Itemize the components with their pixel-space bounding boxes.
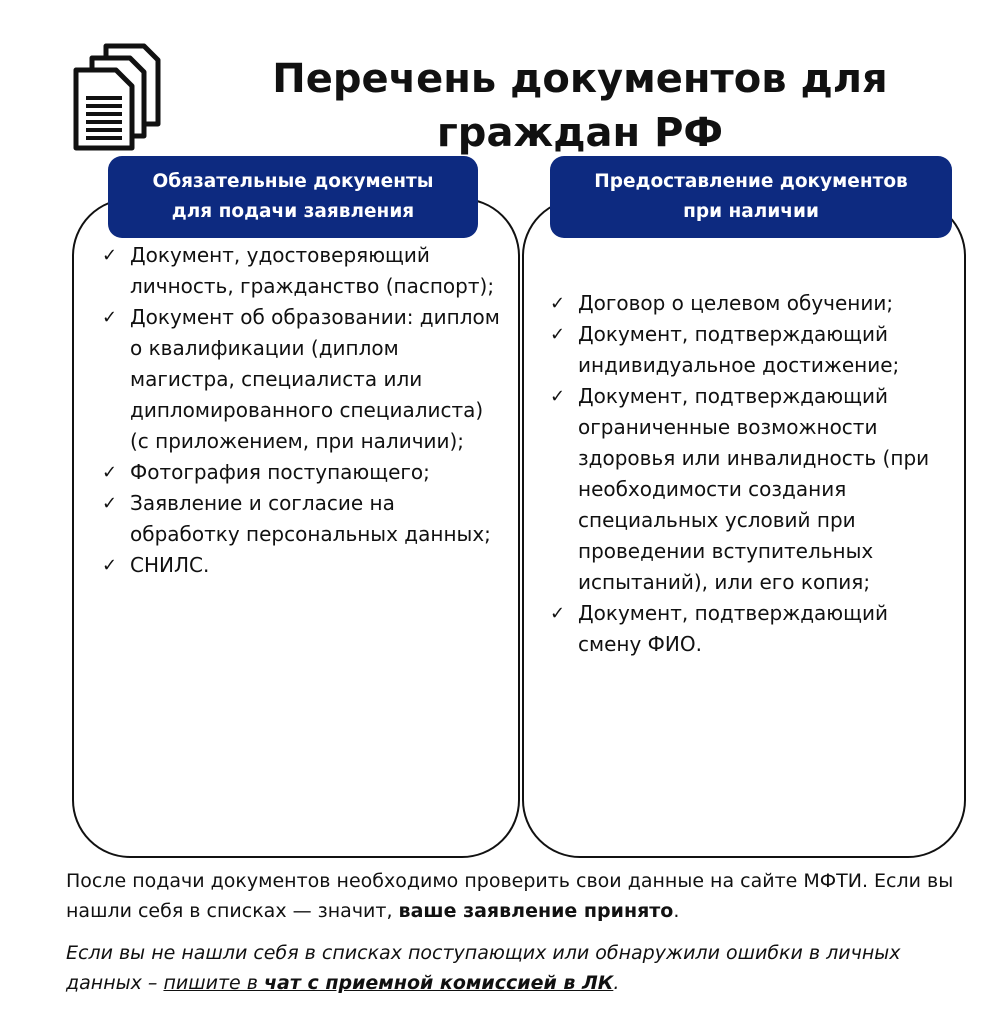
list-item: [100, 240, 500, 302]
application-accepted-text: ваше заявление принято: [398, 900, 674, 922]
title-line-2: граждан РФ: [436, 110, 724, 156]
checkmark-icon: ✓: [550, 386, 566, 407]
verification-note: [66, 866, 966, 926]
checkmark-icon: ✓: [102, 307, 118, 328]
contact-link-text: пишите в: [163, 972, 264, 994]
checkmark-icon: ✓: [102, 555, 118, 576]
list-item-text: Документ, подтверждающий смену ФИО.: [578, 601, 888, 656]
list-item: [548, 319, 948, 381]
required-header-line-1: Обязательные документы: [152, 171, 434, 192]
list-item-text: Документ, удостоверяющий личность, гражданство (паспорт);: [130, 243, 495, 298]
list-item: [100, 550, 500, 581]
verification-note-end: .: [673, 900, 680, 922]
checkmark-icon: ✓: [550, 603, 566, 624]
list-item-text: Фотография поступающего;: [130, 460, 430, 484]
page-title: [235, 52, 925, 160]
optional-header-line-2: при наличии: [683, 201, 819, 222]
list-item-text: Документ об образовании: диплом о квалификации (диплом магистра, специалиста или дипломированного специалиста) (с приложением, при наличии);: [130, 305, 500, 453]
optional-header-line-1: Предоставление документов: [594, 171, 908, 192]
list-item-text: Документ, подтверждающий ограниченные возможности здоровья или инвалидность (при необходимости создания специальных условий при проведении вступительных испытаний), или его копия;: [578, 384, 930, 594]
checkmark-icon: ✓: [550, 293, 566, 314]
list-item: [100, 457, 500, 488]
optional-documents-list: [548, 288, 948, 660]
checkmark-icon: ✓: [550, 324, 566, 345]
list-item-text: Заявление и согласие на обработку персональных данных;: [130, 491, 491, 546]
optional-documents-header: [550, 156, 952, 238]
list-item-text: Договор о целевом обучении;: [578, 291, 894, 315]
chat-link-text: чат с приемной комиссией в ЛК: [264, 972, 614, 994]
contact-note: [66, 938, 966, 998]
required-header-line-2: для подачи заявления: [171, 201, 415, 222]
list-item: [100, 302, 500, 457]
list-item-text: СНИЛС.: [130, 553, 210, 577]
documents-stack-icon: [70, 40, 166, 152]
required-documents-header: [108, 156, 478, 238]
checkmark-icon: ✓: [102, 245, 118, 266]
checkmark-icon: ✓: [102, 493, 118, 514]
title-line-1: Перечень документов для: [272, 56, 888, 102]
list-item: [548, 288, 948, 319]
contact-note-text: Если вы не нашли себя в списках поступающих или обнаружили ошибки в личных данных –: [66, 942, 901, 994]
list-item: [548, 598, 948, 660]
list-item: [548, 381, 948, 598]
checkmark-icon: ✓: [102, 462, 118, 483]
list-item: [100, 488, 500, 550]
contact-note-end: .: [613, 972, 620, 994]
list-item-text: Документ, подтверждающий индивидуальное достижение;: [578, 322, 900, 377]
contact-link[interactable]: [163, 972, 613, 994]
verification-note-text: После подачи документов необходимо проверить свои данные на сайте МФТИ. Если вы нашли себя в списках — значит,: [66, 870, 954, 922]
required-documents-list: [100, 240, 500, 581]
